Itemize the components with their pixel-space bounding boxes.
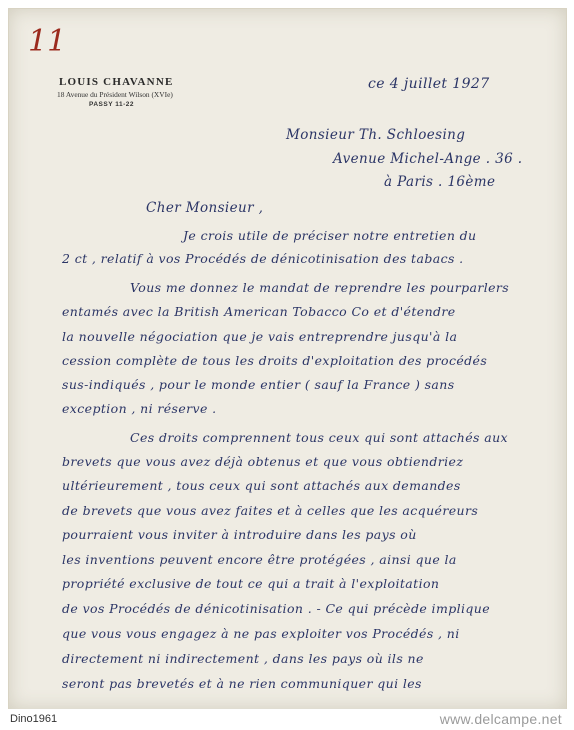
body-line: ultérieurement , tous ceux qui sont attachés aux demandes xyxy=(62,478,461,493)
body-line: de vos Procédés de dénicotinisation . - Ce qui précède implique xyxy=(62,601,491,616)
body-line: Vous me donnez le mandat de reprendre les pourparlers xyxy=(130,280,510,295)
body-line: pourraient vous inviter à introduire dans les pays où xyxy=(62,527,417,542)
body-line: directement ni indirectement , dans les pays où ils ne xyxy=(62,651,424,666)
body-line: que vous vous engagez à ne pas exploiter vos Procédés , ni xyxy=(62,626,460,641)
watermark-seller: Dino1961 xyxy=(10,713,58,725)
body-line: de brevets que vous avez faites et à celles que les acquéreurs xyxy=(62,503,479,518)
body-line: la nouvelle négociation que je vais entreprendre jusqu'à la xyxy=(62,329,458,344)
recipient-line-1: Monsieur Th. Schloesing xyxy=(286,127,466,143)
body-line: Je crois utile de préciser notre entretien du xyxy=(183,228,477,243)
body-line: seront pas brevetés et à ne rien communiquer qui les xyxy=(62,676,422,691)
letterhead-address: 18 Avenue du Président Wilson (XVIe) xyxy=(57,90,173,99)
letter-date: ce 4 juillet 1927 xyxy=(368,76,490,92)
body-line: cession complète de tous les droits d'exploitation des procédés xyxy=(62,353,488,368)
letterhead-name: LOUIS CHAVANNE xyxy=(59,76,174,88)
corner-mark: 11 xyxy=(28,24,67,59)
body-line: exception , ni réserve . xyxy=(62,401,217,416)
recipient-line-3: à Paris . 16ème xyxy=(384,174,496,190)
body-line: entamés avec la British American Tobacco Co et d'étendre xyxy=(62,304,456,319)
body-line: sus-indiqués , pour le monde entier ( sauf la France ) sans xyxy=(62,377,455,392)
body-line: propriété exclusive de tout ce qui a trait à l'exploitation xyxy=(62,576,440,591)
recipient-line-2: Avenue Michel-Ange . 36 . xyxy=(333,151,523,167)
body-line: brevets que vous avez déjà obtenus et que vous obtiendriez xyxy=(62,454,464,469)
watermark-site: www.delcampe.net xyxy=(439,711,562,727)
letterhead-phone: PASSY 11-22 xyxy=(89,101,135,108)
body-line: Ces droits comprennent tous ceux qui sont attachés aux xyxy=(130,430,508,445)
body-line: 2 ct , relatif à vos Procédés de dénicotinisation des tabacs . xyxy=(62,251,464,266)
body-line: les inventions peuvent encore être protégées , ainsi que la xyxy=(62,552,457,567)
salutation: Cher Monsieur , xyxy=(146,200,264,216)
